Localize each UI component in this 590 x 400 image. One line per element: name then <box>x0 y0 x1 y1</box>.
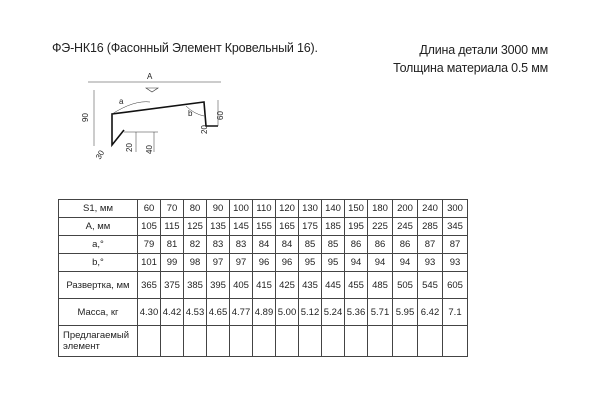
table-cell: 86 <box>368 236 393 254</box>
table-row <box>59 218 468 236</box>
table-cell <box>161 326 184 357</box>
table-cell: 97 <box>230 254 253 272</box>
table-cell: 395 <box>207 272 230 299</box>
table-cell: 83 <box>207 236 230 254</box>
table-cell <box>418 326 443 357</box>
table-cell: 130 <box>299 200 322 218</box>
table-cell: 96 <box>253 254 276 272</box>
table-cell: 165 <box>276 218 299 236</box>
table-cell: 180 <box>368 200 393 218</box>
table-cell: 505 <box>393 272 418 299</box>
table-cell: 225 <box>368 218 393 236</box>
table-cell: 345 <box>443 218 468 236</box>
table-cell: 155 <box>253 218 276 236</box>
specs-table <box>58 199 468 357</box>
table-cell: 445 <box>322 272 345 299</box>
table-cell: 145 <box>230 218 253 236</box>
table-cell: 195 <box>345 218 368 236</box>
table-cell: 425 <box>276 272 299 299</box>
table-cell: 605 <box>443 272 468 299</box>
dim-90: 90 <box>81 113 90 122</box>
table-cell: 95 <box>299 254 322 272</box>
table-cell <box>368 326 393 357</box>
dim-a-label: A <box>147 72 153 81</box>
table-cell: 285 <box>418 218 443 236</box>
table-cell: 87 <box>418 236 443 254</box>
material-thickness: Толщина материала 0.5 мм <box>393 61 548 75</box>
angle-a-label: a <box>119 97 124 106</box>
table-row <box>59 236 468 254</box>
table-cell <box>253 326 276 357</box>
table-cell <box>345 326 368 357</box>
table-cell <box>138 326 161 357</box>
specs-block <box>393 41 548 77</box>
table-cell <box>230 326 253 357</box>
table-cell <box>299 326 322 357</box>
table-cell: 125 <box>184 218 207 236</box>
table-cell: 80 <box>184 200 207 218</box>
table-cell: 81 <box>161 236 184 254</box>
table-cell: 93 <box>443 254 468 272</box>
table-cell: 105 <box>138 218 161 236</box>
table-cell: 85 <box>322 236 345 254</box>
table-cell: 4.65 <box>207 299 230 326</box>
table-cell: 185 <box>322 218 345 236</box>
table-cell: 245 <box>393 218 418 236</box>
table-cell: 135 <box>207 218 230 236</box>
table-cell: 96 <box>276 254 299 272</box>
table-cell <box>184 326 207 357</box>
row-label: Развертка, мм <box>59 272 138 299</box>
angle-b-label: b <box>188 109 193 118</box>
table-cell: 98 <box>184 254 207 272</box>
table-row <box>59 200 468 218</box>
table-cell: 83 <box>230 236 253 254</box>
table-cell: 79 <box>138 236 161 254</box>
row-label: Масса, кг <box>59 299 138 326</box>
table-row <box>59 254 468 272</box>
table-cell: 97 <box>207 254 230 272</box>
table-cell: 5.24 <box>322 299 345 326</box>
table-cell: 4.42 <box>161 299 184 326</box>
dim-30: 30 <box>93 148 107 161</box>
table-cell: 84 <box>253 236 276 254</box>
table-cell: 94 <box>345 254 368 272</box>
table-row <box>59 272 468 299</box>
table-cell: 84 <box>276 236 299 254</box>
table-cell: 87 <box>443 236 468 254</box>
row-label: b,° <box>59 254 138 272</box>
document-title: ФЭ-НК16 (Фасонный Элемент Кровельный 16). <box>52 41 318 55</box>
table-cell: 4.89 <box>253 299 276 326</box>
table-cell <box>207 326 230 357</box>
table-cell: 4.30 <box>138 299 161 326</box>
table-cell: 115 <box>161 218 184 236</box>
table-cell: 86 <box>345 236 368 254</box>
table-cell: 300 <box>443 200 468 218</box>
table-cell <box>393 326 418 357</box>
table-cell: 70 <box>161 200 184 218</box>
table-cell: 5.71 <box>368 299 393 326</box>
table-cell: 101 <box>138 254 161 272</box>
table-cell: 90 <box>207 200 230 218</box>
table-cell: 200 <box>393 200 418 218</box>
table-cell: 150 <box>345 200 368 218</box>
table-cell: 175 <box>299 218 322 236</box>
table-cell: 140 <box>322 200 345 218</box>
table-cell: 5.36 <box>345 299 368 326</box>
table-cell: 375 <box>161 272 184 299</box>
table-cell: 85 <box>299 236 322 254</box>
table-cell: 385 <box>184 272 207 299</box>
table-cell: 93 <box>418 254 443 272</box>
dim-20-right: 20 <box>200 125 209 134</box>
table-row <box>59 326 468 357</box>
table-cell: 5.95 <box>393 299 418 326</box>
table-cell: 99 <box>161 254 184 272</box>
table-row <box>59 299 468 326</box>
table-cell: 485 <box>368 272 393 299</box>
table-cell: 405 <box>230 272 253 299</box>
row-label: a,° <box>59 236 138 254</box>
table-cell: 86 <box>393 236 418 254</box>
table-cell: 82 <box>184 236 207 254</box>
dim-40: 40 <box>145 145 154 154</box>
dim-20-lower: 20 <box>125 143 134 152</box>
table-cell <box>276 326 299 357</box>
table-cell <box>443 326 468 357</box>
table-cell: 240 <box>418 200 443 218</box>
row-label: Предлагаемый элемент <box>59 326 138 357</box>
table-cell: 455 <box>345 272 368 299</box>
table-cell: 94 <box>368 254 393 272</box>
table-cell: 120 <box>276 200 299 218</box>
table-cell: 415 <box>253 272 276 299</box>
table-cell: 94 <box>393 254 418 272</box>
row-label: A, мм <box>59 218 138 236</box>
table-cell <box>322 326 345 357</box>
table-cell: 60 <box>138 200 161 218</box>
table-cell: 6.42 <box>418 299 443 326</box>
table-cell: 365 <box>138 272 161 299</box>
table-cell: 435 <box>299 272 322 299</box>
profile-drawing <box>76 70 246 170</box>
table-cell: 5.12 <box>299 299 322 326</box>
table-cell: 4.77 <box>230 299 253 326</box>
part-length: Длина детали 3000 мм <box>419 43 548 57</box>
table-cell: 5.00 <box>276 299 299 326</box>
dim-60: 60 <box>216 111 225 120</box>
table-cell: 7.1 <box>443 299 468 326</box>
table-cell: 100 <box>230 200 253 218</box>
table-cell: 545 <box>418 272 443 299</box>
row-label: S1, мм <box>59 200 138 218</box>
table-cell: 95 <box>322 254 345 272</box>
table-cell: 110 <box>253 200 276 218</box>
table-cell: 4.53 <box>184 299 207 326</box>
